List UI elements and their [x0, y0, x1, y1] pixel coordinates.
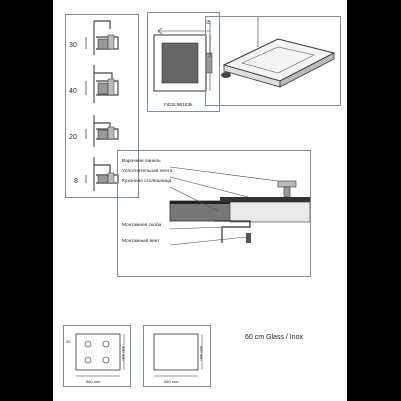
cutout-bottom-label: Fd22L9B1E3k — [164, 102, 193, 107]
cutout-layout-drawing — [144, 326, 210, 386]
bracket-20-drawing — [86, 115, 118, 147]
bracket-40-drawing — [86, 65, 118, 103]
layout-left-dim-bottom: 560 mm — [86, 379, 101, 384]
countertop-iso-drawing — [206, 17, 340, 105]
cross-section-panel — [117, 150, 311, 277]
callout-sealing-tape: Уплотнительная лента — [122, 169, 173, 174]
layout-right-dim-right: 490 mm — [199, 346, 204, 361]
callout-countertop: Кухонная столешница — [122, 179, 172, 184]
layout-right-dim-bottom: 560 mm — [164, 379, 179, 384]
bracket-30-drawing — [86, 21, 118, 55]
callout-mounting-bracket: Монтажная скоба — [122, 223, 162, 228]
manual-sheet — [53, 0, 347, 401]
hob-layout-drawing — [64, 326, 130, 386]
layout-left-dim-left: 20 — [66, 339, 71, 344]
cutout-dim-right: 55 — [205, 20, 211, 26]
bracket-8-drawing — [86, 157, 118, 191]
bracket-label-40: 40 — [69, 88, 77, 95]
layout-left-dim-right: 490 mm — [121, 346, 126, 361]
bracket-label-20: 20 — [69, 134, 77, 141]
callout-mounting-screw: Монтажный винт — [122, 239, 160, 244]
model-caption: 60 cm Glass / Inox — [245, 334, 303, 341]
bracket-label-30: 30 — [69, 42, 77, 49]
bracket-label-8: 8 — [74, 178, 78, 185]
cutout-layout-panel — [143, 325, 211, 387]
countertop-iso-panel — [205, 16, 341, 106]
hob-layout-panel — [63, 325, 131, 387]
callout-hob: Варочная панель — [122, 159, 161, 164]
